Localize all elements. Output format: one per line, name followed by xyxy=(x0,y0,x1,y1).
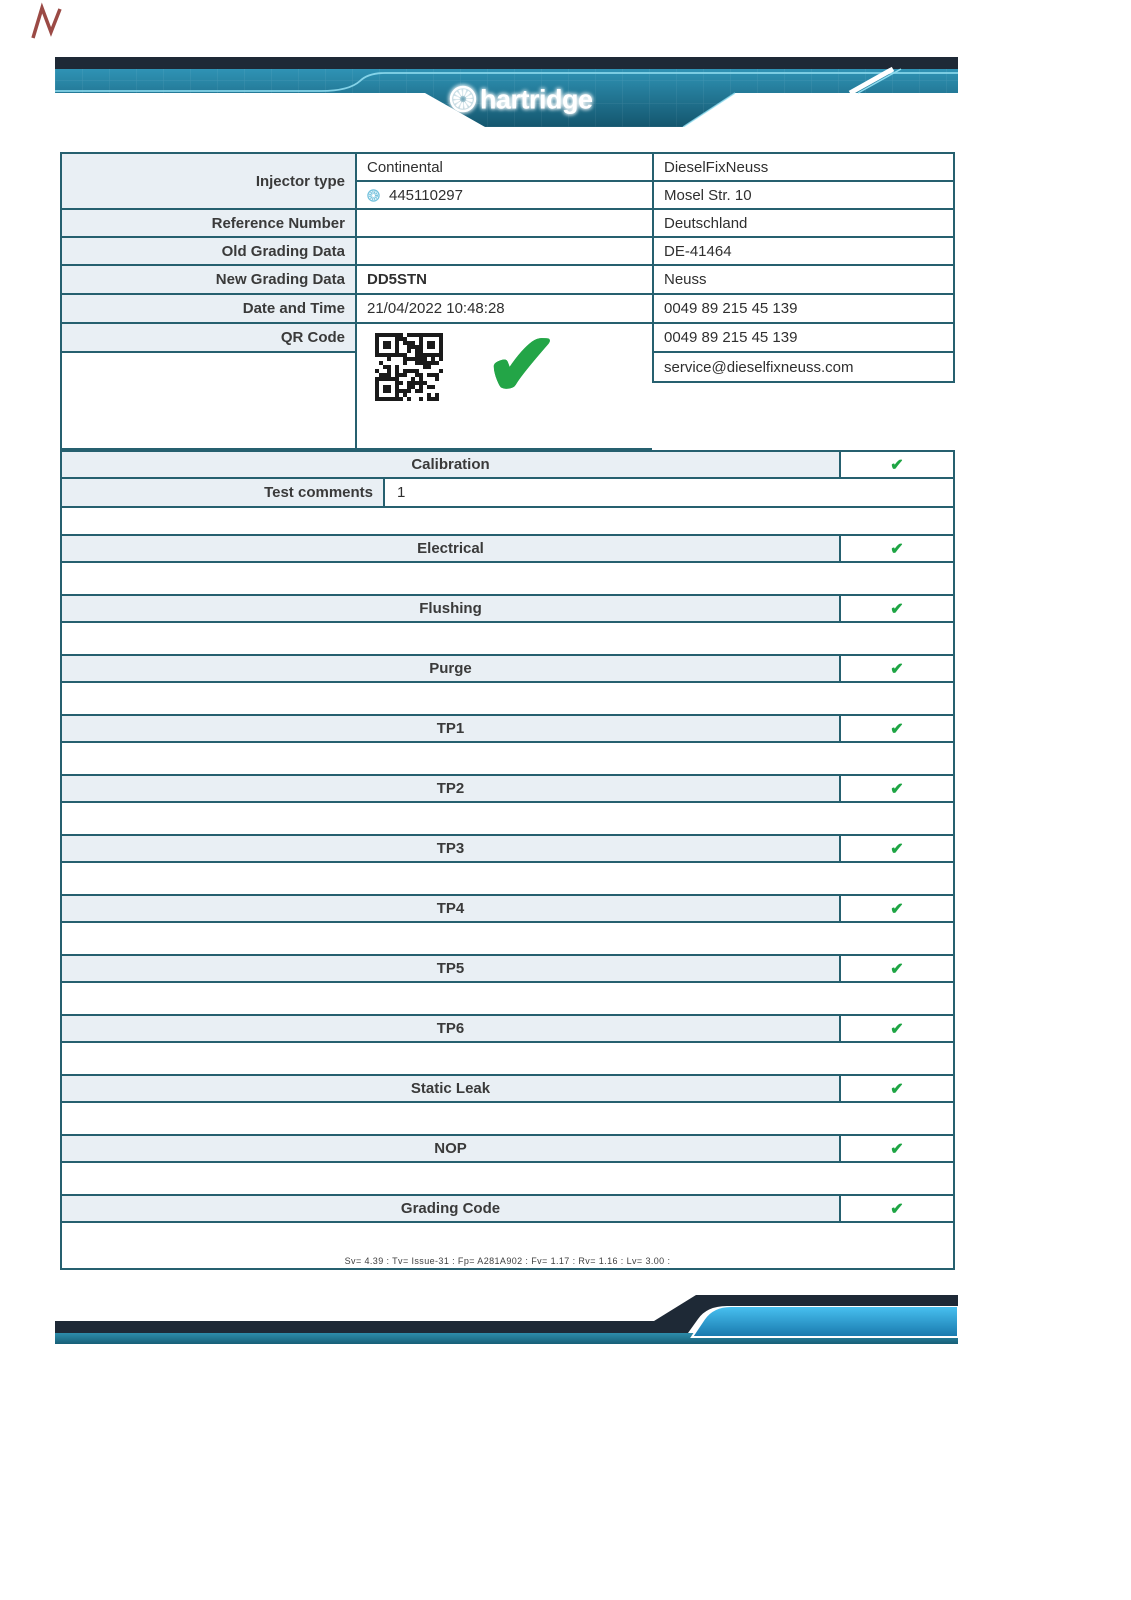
qr-code-label: QR Code xyxy=(60,324,355,353)
reference-number-value xyxy=(355,210,652,238)
section-row-tp6 xyxy=(60,1014,955,1043)
overall-pass-check-icon: ✔ xyxy=(485,324,559,414)
section-label: TP6 xyxy=(62,1016,841,1041)
datetime-label: Date and Time xyxy=(60,295,355,324)
section-row-nop xyxy=(60,1134,955,1163)
pass-check-icon: ✔ xyxy=(890,780,904,798)
spacer-row xyxy=(60,863,955,894)
brand-name: hartridge xyxy=(480,84,593,115)
spacer-row xyxy=(60,923,955,954)
new-grading-value: DD5STN xyxy=(355,266,652,295)
test-comments-row xyxy=(60,479,955,508)
pass-check-icon: ✔ xyxy=(890,1020,904,1038)
header-banner xyxy=(55,57,958,127)
workshop-city: Neuss xyxy=(652,266,955,295)
spacer-row xyxy=(60,743,955,774)
workshop-postcode: DE-41464 xyxy=(652,238,955,266)
scan-artifact-mark xyxy=(28,2,68,44)
section-row-flushing xyxy=(60,594,955,623)
footer-blue-shape xyxy=(692,1306,958,1337)
pass-check-icon: ✔ xyxy=(890,840,904,858)
injector-info-table xyxy=(60,152,955,452)
section-row-grading-code xyxy=(60,1194,955,1223)
section-label: NOP xyxy=(62,1136,841,1161)
section-label: TP3 xyxy=(62,836,841,861)
label-column-filler xyxy=(60,353,355,450)
section-row-calibration xyxy=(60,450,955,479)
software-version-line: Sv= 4.39 : Tv= Issue-31 : Fp= A281A902 : Fv= 1.17 : Rv= 1.16 : Lv= 3.00 : xyxy=(60,1254,955,1270)
pass-check-icon: ✔ xyxy=(890,456,904,474)
section-row-static-leak xyxy=(60,1074,955,1103)
footer-banner xyxy=(55,1292,958,1347)
injector-make-value: Continental xyxy=(355,154,652,182)
spacer-row xyxy=(60,683,955,714)
workshop-phone1: 0049 89 215 45 139 xyxy=(652,295,955,324)
spacer-row xyxy=(60,1043,955,1074)
section-label: Static Leak xyxy=(62,1076,841,1101)
injector-number-value: 445110297 xyxy=(389,186,463,204)
workshop-street: Mosel Str. 10 xyxy=(652,182,955,210)
spacer-row xyxy=(60,1223,955,1254)
reference-number-label: Reference Number xyxy=(60,210,355,238)
pass-check-icon: ✔ xyxy=(890,660,904,678)
spacer-row xyxy=(60,803,955,834)
section-row-tp2 xyxy=(60,774,955,803)
spacer-row xyxy=(60,983,955,1014)
section-label: Electrical xyxy=(62,536,841,561)
section-row-tp4 xyxy=(60,894,955,923)
section-label: TP2 xyxy=(62,776,841,801)
section-label: Flushing xyxy=(62,596,841,621)
pass-check-icon: ✔ xyxy=(890,1080,904,1098)
section-label: Purge xyxy=(62,656,841,681)
pass-check-icon: ✔ xyxy=(890,600,904,618)
qr-code xyxy=(375,333,443,401)
spacer-row xyxy=(60,1103,955,1134)
section-label: TP5 xyxy=(62,956,841,981)
section-row-tp5 xyxy=(60,954,955,983)
injector-type-label: Injector type xyxy=(60,154,355,210)
injector-wheel-icon xyxy=(367,189,380,202)
pass-check-icon: ✔ xyxy=(890,1200,904,1218)
workshop-name: DieselFixNeuss xyxy=(652,154,955,182)
info-value-column xyxy=(355,152,652,450)
section-row-purge xyxy=(60,654,955,683)
section-label: TP1 xyxy=(62,716,841,741)
new-grading-label: New Grading Data xyxy=(60,266,355,295)
section-label: TP4 xyxy=(62,896,841,921)
test-comments-label: Test comments xyxy=(62,479,385,506)
pass-check-icon: ✔ xyxy=(890,900,904,918)
section-row-tp1 xyxy=(60,714,955,743)
workshop-email: service@dieselfixneuss.com xyxy=(652,353,955,383)
spacer-row xyxy=(60,508,955,534)
injector-number-cell xyxy=(355,182,652,210)
section-label: Calibration xyxy=(62,452,841,477)
workshop-phone2: 0049 89 215 45 139 xyxy=(652,324,955,353)
info-label-column xyxy=(60,152,355,450)
old-grading-label: Old Grading Data xyxy=(60,238,355,266)
test-comments-value: 1 xyxy=(397,484,406,501)
section-row-electrical xyxy=(60,534,955,563)
pass-check-icon: ✔ xyxy=(890,720,904,738)
spacer-row xyxy=(60,623,955,654)
workshop-address-column xyxy=(652,152,955,383)
pass-check-icon: ✔ xyxy=(890,1140,904,1158)
old-grading-value xyxy=(355,238,652,266)
workshop-country: Deutschland xyxy=(652,210,955,238)
datetime-value: 21/04/2022 10:48:28 xyxy=(355,295,652,324)
spacer-row xyxy=(60,563,955,594)
section-label: Grading Code xyxy=(62,1196,841,1221)
test-results-table xyxy=(60,450,955,1270)
banner-navy-strip xyxy=(55,57,958,69)
pass-check-icon: ✔ xyxy=(890,540,904,558)
qr-code-cell xyxy=(355,324,652,450)
spacer-row xyxy=(60,1163,955,1194)
pass-check-icon: ✔ xyxy=(890,960,904,978)
section-row-tp3 xyxy=(60,834,955,863)
